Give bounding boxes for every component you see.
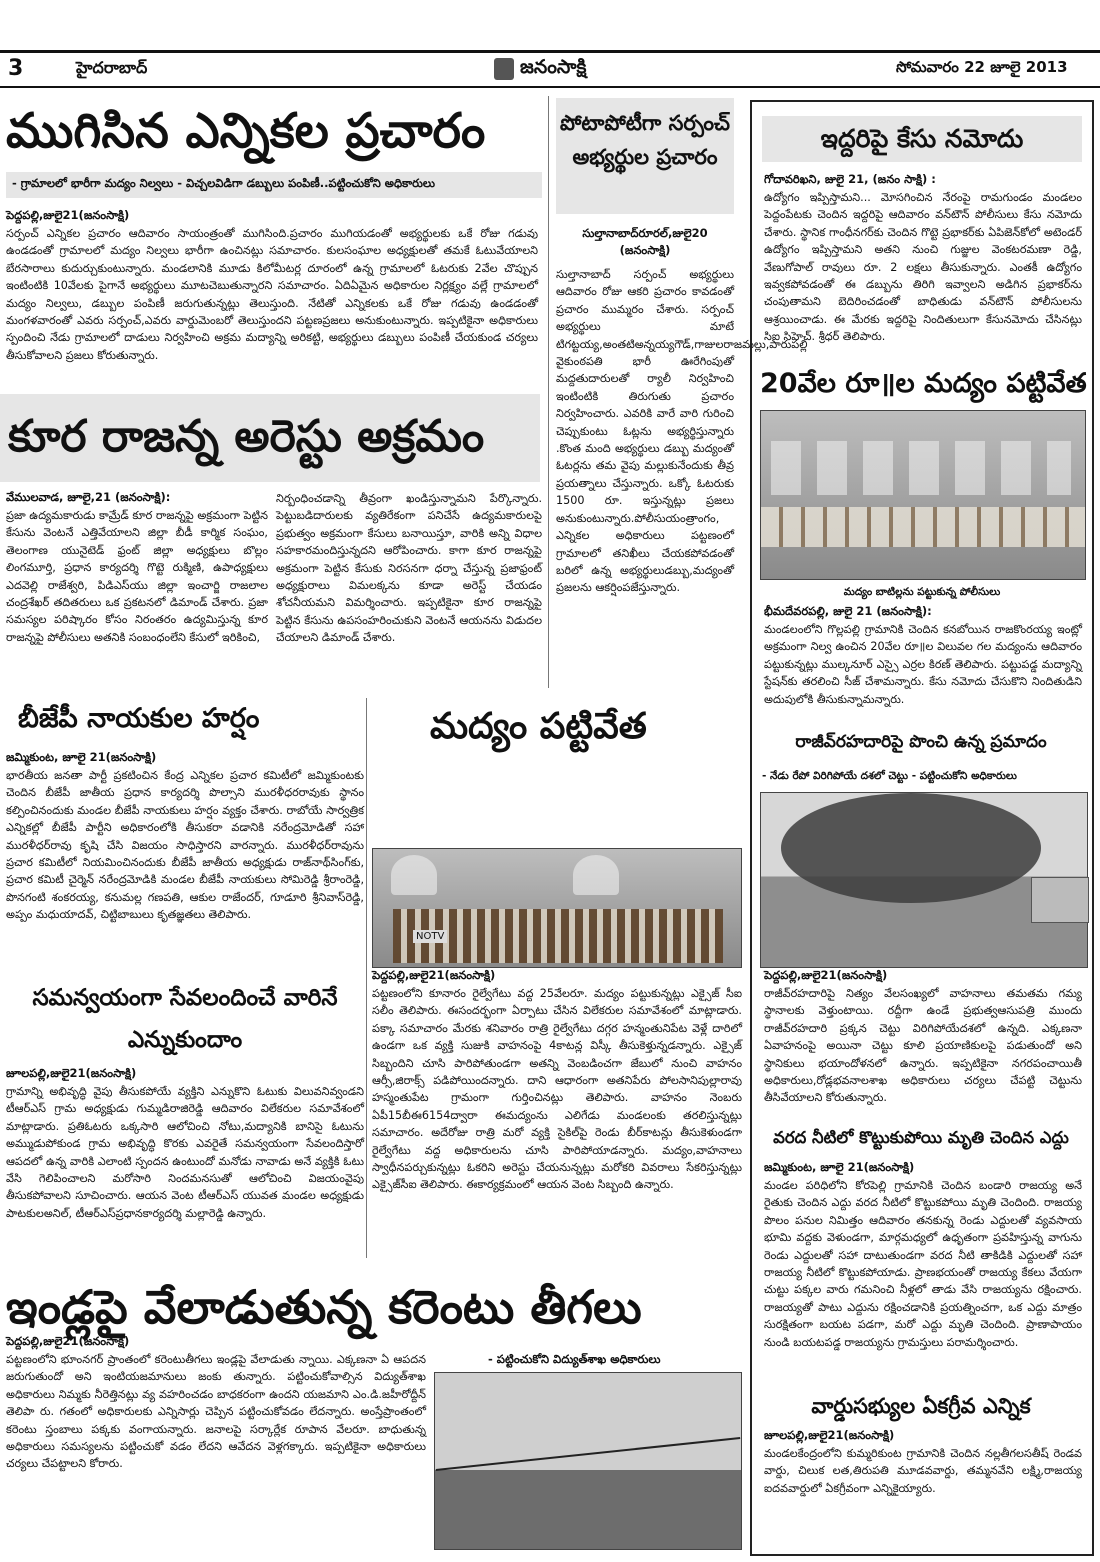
r5-article [764, 1428, 1082, 1515]
a2-body-part2: నిర్బంధించడాన్ని తీవ్రంగా ఖండిస్తున్నామని పేర్కొన్నారు. పెట్టుబడిదారులకు వ్యతిరేకంగా పనిచేసే ఉద్యమకారులపై ప్రభుత్వం అక్రమంగా కేసులు బనాయిస్తూ, వారికి అన్ని విధాల సహకారమందిస్తున్నదని ఆరోపించారు. కాగా కూర రాజన్నపై అక్రమంగా పెట్టిన కేసుకు నిరసనగా ధర్నా చేస్తున్న ప్రజాఫ్రంట్ అధ్యక్షురాలు విమలక్కను కూడా అరెస్ట్ చేయడం శోచనీయమని విమర్శించారు. ఇప్పటికైనా కూర రాజన్నపై పెట్టిన కేసును ఉపసంహరించుకుని వెంటనే ఆయనను విడుదల చేయాలని డిమాండ్ చేశారు. [276, 492, 542, 645]
r4-headline: వరద నీటిలో కొట్టుకుపోయి మృతి చెందిన ఎద్దు [773, 1128, 1069, 1147]
liquor-boxes-graphic [761, 507, 1085, 547]
a7-headline: ఇండ్లపై వేలాడుతున్న కరెంటు తీగలు [6, 1280, 642, 1334]
a1-dateline: పెద్దపల్లి,జులై21(జనంసాక్షి) [6, 208, 130, 222]
a6-body: గ్రామాన్ని అభివృద్ధి వైపు తీసుకపోయే వ్యక్తిని ఎన్నుకొని ఓటుకు విలువనివ్వండని టీఆర్ఎస్ గ్రామ అధ్యక్షుడు గుమ్మడిరాజిరెడ్డి ఆదివారం విలేకరుల సమావేశంలో మాట్లాడారు. ప్రతిఓటరు ఒక్కసారి ఆలోచించి నోటు,మద్యానికి బానిసై ఓటును అమ్ముడుపోకుండ గ్రామ అభివృద్ధి కొరకు ఎవరైతే సమన్వయంగా సేవలందిస్తారో ఆపదలో ఉన్న వారికి ఎలాంటి స్పందన ఉంటుందో మనోడు నావాడు అనే వ్యక్తికి ఓటు వేసి గెలిపించాలని మరోసారి నిందమనసుతో ఆలోచించి విజయంవైపు తీసుకపోవాలని సూచించారు. ఆయన వెంట టీఆర్ఎస్ యువత మండల అధ్యక్షుడు పాటకులఅనిల్, టీఆర్ఎస్‌ప్రధానకార్యదర్శి మల్లారెడ్డి ఉన్నారు. [6, 1085, 364, 1220]
r1-dateline: గోదావరిఖని, జులై 21, (జనం సాక్షి) : [764, 172, 936, 186]
r3-dateline: పెద్దపల్లి,జులై21(జనంసాక్షి) [764, 968, 888, 982]
a4-article [6, 750, 364, 961]
a7-subhead: - పట్టించుకోని విద్యుత్‌శాఖ అధికారులు [488, 1352, 661, 1366]
a5-photo [372, 848, 742, 968]
a4-body: భారతీయ జనతా పార్టీ ప్రకటించిన కేంద్ర ఎన్నికల ప్రచార కమిటీలో జమ్మికుంటకు చెందిన బీజేపీ జాతీయ ప్రధాన కార్యదర్శి పొల్సాని మురళీధరరావుకు స్థానం కల్పించినందుకు మండల బీజేపీ నాయకులు హర్షం వ్యక్తం చేశారు. రాబోయే సార్వత్రిక ఎన్నికల్లో బీజేపీ పార్టీని అధికారంలోకి తీసుకరా వడానికి నరేంద్రమోడితో సహా మురళీధర్‌రావు కృషి చేసి విజయం సాధిస్తారని వారన్నారు. మురళీధర్‌రావును ప్రచార కమిటీలో నియమించినందుకు బీజేపీ జాతీయ అధ్యక్షుడు రాజ్‌నాథ్‌సింగ్‌కు, ప్రచార కమిటీ చైర్మెన్ నరేంద్రమోడికి మండల బీజేపీ నాయకులు సోమిరెడ్డి శ్రీరాంరెడ్డి, పొనగంటి శంకరయ్య, కనుమల్ల గణపతి, ఆకుల రాజేందర్, గూడూరి శ్రీనివాస్‌రెడ్డి, అప్పం మధుయాదవ్, చిట్టిబాబులు కృతజ్ఞతలు తెలిపారు. [6, 769, 364, 922]
r2-dateline: భీమదేవరపల్లి, జులై 21 (జనంసాక్షి): [764, 604, 932, 618]
a1-article [6, 208, 538, 381]
r4-dateline: జమ్మికుంట, జూలై 21(జనంసాక్షి) [764, 1160, 915, 1174]
r1-body: ఉద్యోగం ఇప్పిస్తామని... మోసగించిన నేరంపై రామగుండం మండలం పెద్దంపేటకు చెందిన ఇద్దరిపై ఆదివారం వన్‌టౌన్ పోలీసులు కేసు నమోదు చేశారు. స్థానిక గాంధీనగర్‌కు చెందిన గొట్టె ప్రభాకర్‌కు ఏపిజెన్‌కోలో అటెండర్ ఉద్యోగం ఇప్పిస్తామని అతని నుంచి గుజ్జుల వెంకటరమణా రెడ్డి, వేణుగోపాల్ రావులు రూ. 2 లక్షలు తీసుకున్నారు. ఎంతకీ ఉద్యోగం ఇవ్వకపోవడంతో ఈ డబ్బును తిరిగి ఇవ్వాలని అడిగిన ప్రభాకర్‌ను చంపుతామని బెదిరించడంతో బాధితుడు వన్‌టౌన్ పోలీసులను ఆశ్రయించాడు. ఈ మేరకు ఇద్దరిపై నిందితులుగా కేసునమోదు చేసినట్లు సిఐ సిహెచ్. శ్రీధర్ తెలిపారు. [764, 191, 1082, 344]
r2-photo-caption: మద్యం బాటిల్లను పట్టుకున్న పోలీసులు [843, 586, 1001, 598]
a4-headline: బీజేపీ నాయకుల హర్షం [18, 703, 260, 734]
a6-dateline: జూలపల్లి,జులై21(జనంసాక్షి) [6, 1066, 137, 1080]
column-divider [548, 96, 549, 688]
newspaper-logo: జనంసాక్షి [520, 56, 587, 78]
r2-article [764, 604, 1082, 709]
a1-subhead-box [6, 172, 542, 198]
a5-body: పట్టణంలోని కూనారం రైల్వేగేటు వద్ద 25వేలరూ. మద్యం పట్టుకున్నట్లు ఎక్సైజ్ సీఐ సలీం తెలిపారు. ఈసందర్భంగా ఏర్పాటు చేసిన విలేకరుల సమావేశంలో మాట్లాడారు. పక్కా సమాచారం మేరకు శనివారం రాత్రి రైల్వేగేటు దగ్గర హన్మంతునిపేట వెళ్లే దారిలో ఉండగా ఒక వ్యక్తి సుజుకి వాహనంపై 4కాటన్ల విస్కీ తీసుకెళ్తున్నడన్నారు. ఎక్సైజ్ సిబ్బందిని చూసి పారిపోతుండగా అతన్ని వెంబడించగా జేబులో నుంచి వాహనం ఆర్సీ,జిరాక్స్ పడిపోయిందన్నారు. దాని ఆధారంగా అతనిపేరు పోలసానిపుల్లారావు హస్మంతుపేట గ్రామంగా గుర్తించినట్లు తెలిపారు. వాహనం నెంబరు ఏపీ15బీఈ6154ద్వారా ఈమద్యంను ఎలిగేడు మండలంకు తరలిస్తున్నట్లు సమాచారం. అదేరోజు రాత్రి మరో వ్యక్తి సైకిల్‌పై రెండు బీర్‌కాటన్లు తీసుకెళుండగా రైల్వేగేటు వద్ద అధికారులను చూసి పారిపోయాడన్నారు. మద్యం,వాహనాలు స్వాధీనపర్చుకున్నట్లు ఓకరిని అరెస్టు చేయనున్నట్లు మరోకరి వివరాలు సేకరిస్తున్నట్లు ఎక్సైజ్‌సీఐ తెలిపారు. ఈకార్యక్రమంలో ఆయన వెంట సిబ్బంది ఉన్నారు. [372, 987, 742, 1192]
r3-photo [760, 792, 1088, 968]
r3-article [764, 968, 1082, 1109]
r1-article [764, 172, 1082, 363]
r4-body: మండల పరిధిలోని కోరపెల్లి గ్రామానికి చెందిన బండారి రాజయ్య అనే రైతుకు చెందిన ఎద్దు వరద నీటిలో కొట్టుకపోయి మృతి చెందింది. రాజయ్య పొలం పనుల నిమిత్తం ఆదివారం తనకున్న రెండు ఎద్దులతో వ్యవసాయ భూమి వద్దకు వెళుండగా, మార్గమధ్యలో ఉధృతంగా ప్రవహిస్తున్న వాగును రెండు ఎద్దులతో సహా దాటుతుండగా వరద నీటి తాకిడికి ఎద్దులతో సహా రాజయ్య నీటిలో కొట్టుకపోయాడు. ప్రాణభయంతో రాజయ్య కేకలు వేయగా చుట్టు పక్కల వారు గమనించి నీళ్లలో తాడు వేసి రాజయ్యను రక్షించారు. రాజయ్యతో పాటు ఎద్దును రక్షించడానికి ప్రయత్నించగా, ఒక ఎద్దు మాత్రం సురక్షితంగా బయట పడగా, మరో ఎద్దు మృతి చెందింది. ప్రాణాపాయం నుండి బయటపడ్డ రాజయ్యను గ్రామస్తులు పరామర్శించారు. [764, 1179, 1082, 1349]
a7-photo [434, 1372, 742, 1550]
logo-icon [494, 58, 514, 80]
a4-dateline: జమ్మికుంట, జూలై 21(జనంసాక్షి) [6, 750, 157, 764]
a3-article [556, 226, 808, 656]
r5-headline: వార్డుసభ్యుల ఏకగ్రీవ ఎన్నిక [811, 1394, 1031, 1418]
tree-graphic [781, 793, 1041, 903]
a6-headline-line2: ఎన్నుకుందాం [127, 1027, 243, 1053]
r3-body: రాజీవ్‌రహదారిపై నిత్యం వేలసంఖ్యలో వాహనాలు తమతమ గమ్య స్థానాలకు వెళ్తుంటాయి. రద్దీగా ఉండే ప్రభుత్వఆసుపత్రి ముందు రాజీవ్‌రహదారి ప్రక్కన చెట్టు విరిగిపోయేదశలో ఉన్నది. ఎక్కణనా ఏవాహనంపై అయినా చెట్టు కూలి ప్రయాణికులపై పడుతుందో అని స్థానికులు భయాందోళనలో ఉన్నారు. ఇప్పటికైనా నగరపంచాయితీ అధికారులు,రోడ్లభవనాలశాఖ అధికారులు చర్యలు చేపట్టి చెట్టును తీసివేయాలని కోరుతున్నారు. [764, 987, 1082, 1105]
column-divider [366, 698, 367, 1258]
a3-headline: పోటాపోటీగా సర్పంచ్ అభ్యర్థుల ప్రచారం [560, 111, 730, 169]
masthead [0, 52, 1100, 88]
a6-headline-line1: సమన్వయంగా సేవలందించే వారినే [32, 985, 338, 1011]
a2-headline-box [0, 394, 540, 482]
a3-headline-box [556, 98, 734, 214]
person-icon [573, 855, 619, 895]
r3-headline: రాజీవ్‌రహదారిపై పొంచి ఉన్న ప్రమాదం [795, 732, 1047, 752]
city-name: హైదరాబాద్ [76, 58, 148, 77]
a5-headline: మద్యం పట్టివేత [430, 706, 647, 747]
person-icon [391, 855, 437, 895]
r3-subhead: - నేడు రేపో విరిగిపోయే దశలో చెట్టు - పట్టించుకోని అధికారులు [762, 770, 1017, 782]
a5-article [372, 968, 742, 1255]
power-line-graphic [436, 1437, 741, 1471]
r1-headline: ఇద్దరిపై కేసు నమోదు [820, 124, 1024, 153]
a7-dateline: పెద్దపల్లి,జులై21(జనంసాక్షి) [6, 1334, 130, 1348]
photo-tag: NOTV [413, 930, 447, 943]
policemen-graphic [771, 441, 1071, 495]
r4-article [764, 1160, 1082, 1385]
page-number: 3 [8, 56, 24, 81]
r1-headline-box [762, 116, 1082, 162]
r2-headline: 20వేల రూ॥ల మద్యం పట్టివేత [760, 368, 1087, 399]
a1-headline: ముగిసిన ఎన్నికల ప్రచారం [6, 103, 486, 159]
a6-article [6, 1066, 364, 1259]
a3-dateline: సుల్తానాబాద్‌రూరల్,జులై20 (జనంసాక్షి) [582, 226, 708, 257]
a2-dateline: వేములవాడ, జూలై,21 (జనంసాక్షి): [6, 490, 171, 504]
a5-dateline: పెద్దపల్లి,జులై21(జనంసాక్షి) [372, 968, 496, 982]
a2-headline: కూర రాజన్న అరెస్టు అక్రమం [8, 411, 485, 462]
a1-subhead: - గ్రామాలలో భారీగా మద్యం నిల్వలు - విచ్చలవిడిగా డబ్బులు పంపిణీ..పట్టించుకోని అధికారులు [12, 176, 436, 190]
a2-body-part1: ప్రజా ఉద్యమకారుడు కామ్రేడ్ కూర రాజన్నపై అక్రమంగా పెట్టిన కేసును వెంటనే ఎత్తివేయాలని జిల్లా బీడీ కార్మిక సంఘం, తెలంగాణ యునైటెడ్ ఫ్రంట్ జిల్లా అధ్యక్షులు బొల్లం లింగమూర్తి, ప్రధాన కార్యదర్శి గొట్టె రుక్మిణి, ఉపాధ్యక్షులు ఎదవెల్లి రాజేశ్వరి, పిడిఎస్‌యు జిల్లా ఇంచార్జి రాజలాల చంద్రశేఖర్ తదితరులు ఒక ప్రకటనలో డిమాండ్ చేశారు. ప్రజా సమస్యల పరిష్కారం కోసం నిరంతరం ఉద్యమిస్తున్న కూర రాజన్నపై పోలీసులు అతనికి సంబంధంలేని కేసులో ఇరికించి, [6, 509, 268, 644]
r5-dateline: జూలపల్లి,జులై21(జనంసాక్షి) [764, 1428, 895, 1442]
a2-col1 [6, 490, 268, 679]
a3-body: సుల్తానాబాద్ సర్పంచ్ అభ్యర్థులు ఆదివారం రోజు ఆకరి ప్రచారం కావడంతో ప్రచారం ముమ్మరం చేశారు. సర్పంచ్ అభ్యర్థులు మాటే టిగట్టయ్య,అంతటిఅన్నయ్యగౌడ్,గాజులరాజమల్లు,పారుపల్లి వైకుంఠపతి భారీ ఊరేగింపుతో మద్దతుదారులతో ర్యాలీ నిర్వహించి ఇంటింటికి తిరుగుతు ప్రచారం నిర్వహించారు. ఎవరికి వారే వారి గురించి చెప్పుకుంటు ఓట్లను అభ్యర్థిస్తున్నారు .కొంత మంది అభ్యర్థులు డబ్బు మద్యంతో ఓటర్లను తమ వైపు మల్లుకునేందుకు తీవ్ర ప్రయత్నాలు చేస్తున్నారు. ఒక్కో ఓటరుకు 1500 రూ. ఇస్తున్నట్లు ప్రజలు అనుకుంటున్నారు.పోలీసుయంత్రాంగం, ఎన్నికల అధికారులు పట్టణంలో గ్రామాలలో తనిఖీలు చేయకపోవడంతో బరిలో ఉన్న అభ్యర్థులుడబ్బు,మద్యంతో ప్రజలను ఆకర్షింపజేస్తున్నారు. [556, 268, 808, 595]
bus-graphic [1031, 877, 1089, 923]
a7-body: పట్టణంలోని భూంనగర్ ప్రాంతంలో కరెంటుతీగలు ఇండ్లపై వేలాడుతు న్నాయి. ఎక్కణనా ఏ ఆపదన జరుగుతుందో అని ఇంటియజమానులు జంకు తున్నారు. పట్టించుకోవాల్సిన విద్యుత్‌శాఖ అధికారులు నిమ్మకు నీరెత్తినట్లు వ్య వహరించడం బాధకరంగా ఉందని యజమాని ఎం.డి.జహీరోద్దీన్ తెలిపా రు. గతంలో అధికారులకు ఎన్నిసార్లు చెప్పిన పట్టించుకోవడం లేదన్నారు. అంస్తేప్రాంతంలో కరెంటు స్తంబాలు పక్కకు వంగాయన్నారు. జనాలపై సర్కార్లేక రూపాన వేలరూ. బాధుతున్న అధికారులు సమస్యలను పట్టించుకో వడం లేదని ఆవేదన వెళ్లగక్కారు. ఇప్పటికైనా అధికారులు చర్యలు చేపట్టాలని కోరారు. [6, 1353, 426, 1471]
a1-body: సర్పంచ్ ఎన్నికల ప్రచారం ఆదివారం సాయంత్రంతో ముగిసింది.ప్రచారం ముగియడంతో అభ్యర్థులకు ఒకే రోజు గడువు ఉండడంతో గ్రామాలలో మద్యం నిల్వలు భారీగా ఉంచినట్లు సమాచారం. కులసంఘాల అధ్యక్షులతో తమకే ఓటువేయాలని బేరసారాలు కుదుర్చుకుంటున్నారు. మండలానికి మూడు కిలోమీటర్ల దూరంలో ఉన్న గ్రామాలలో ఓటరుకు 2వేల చొప్పున ఇంటింటికి 10వేలకు పైగానే అభ్యర్థులు మూటచెబుతున్నారని సమాచారం. ఏదిఏమైన అధికారుల నిర్లక్ష్యం వల్లే గ్రామాలలో మద్యం నిల్వలు, డబ్బుల పంపిణీ జరుగుతున్నట్లు తెలుస్తుంది. నేటితో ఎన్నికలకు ఒకే రోజు గడువు ఉండడంతో మంగళవారంతో ఎవరు సర్పంచ్,ఎవరు వార్డుమెంబరో తెలుస్తుందని పట్టణప్రజలు అనుకుంటున్నారు. ఇప్పటికైనా అధికారులు స్పందించి నేడు గ్రామాలలో దాడులు నిర్వహించి అక్రమ మద్యాన్ని అరికట్టి, అభ్యర్థులు డబ్బులు పంపిణీ చేయకుండ చర్యలు తీసుకోవాలని ప్రజలు కోరుతున్నారు. [6, 227, 538, 362]
r2-photo [760, 410, 1086, 580]
a7-article [6, 1334, 426, 1527]
r5-body: మండలకేంద్రంలోని కుమ్మరికుంట గ్రామానికి చెందిన నల్లతీగలసతీష్ రెండవ వార్డు, చిలుక లత,తిరుపతి మూడవవార్డు, తమ్మనవేని లక్ష్మి,రాజయ్య ఐదవవార్డులో ఏకగ్రీవంగా ఎన్నికైయ్యారు. [764, 1447, 1082, 1495]
masthead-bottom-rule [0, 86, 1100, 88]
r2-body: మండలంలోని గొల్లపల్లి గ్రామానికి చెందిన కనబోయిన రాజకొంరయ్య ఇంట్లో అక్రమంగా నిల్వ ఉంచిన 20వేల రూ॥ల విలువల గల మద్యంను ఆదివారం పట్టుకున్నట్లు ముల్కనూర్ ఎస్సై ఎర్రల కిరణ్ తెలిపారు. పట్టుపడ్డ మద్యాన్ని స్టేషన్‌కు తరలించి సీజ్ చేశామన్నారు. కేసు నమోదు చేసుకొని నిందితుడిని అదుపులోకి తీసుకున్నామన్నారు. [764, 623, 1082, 706]
issue-date: సోమవారం 22 జూలై 2013 [896, 58, 1068, 76]
a2-col2 [276, 490, 542, 680]
